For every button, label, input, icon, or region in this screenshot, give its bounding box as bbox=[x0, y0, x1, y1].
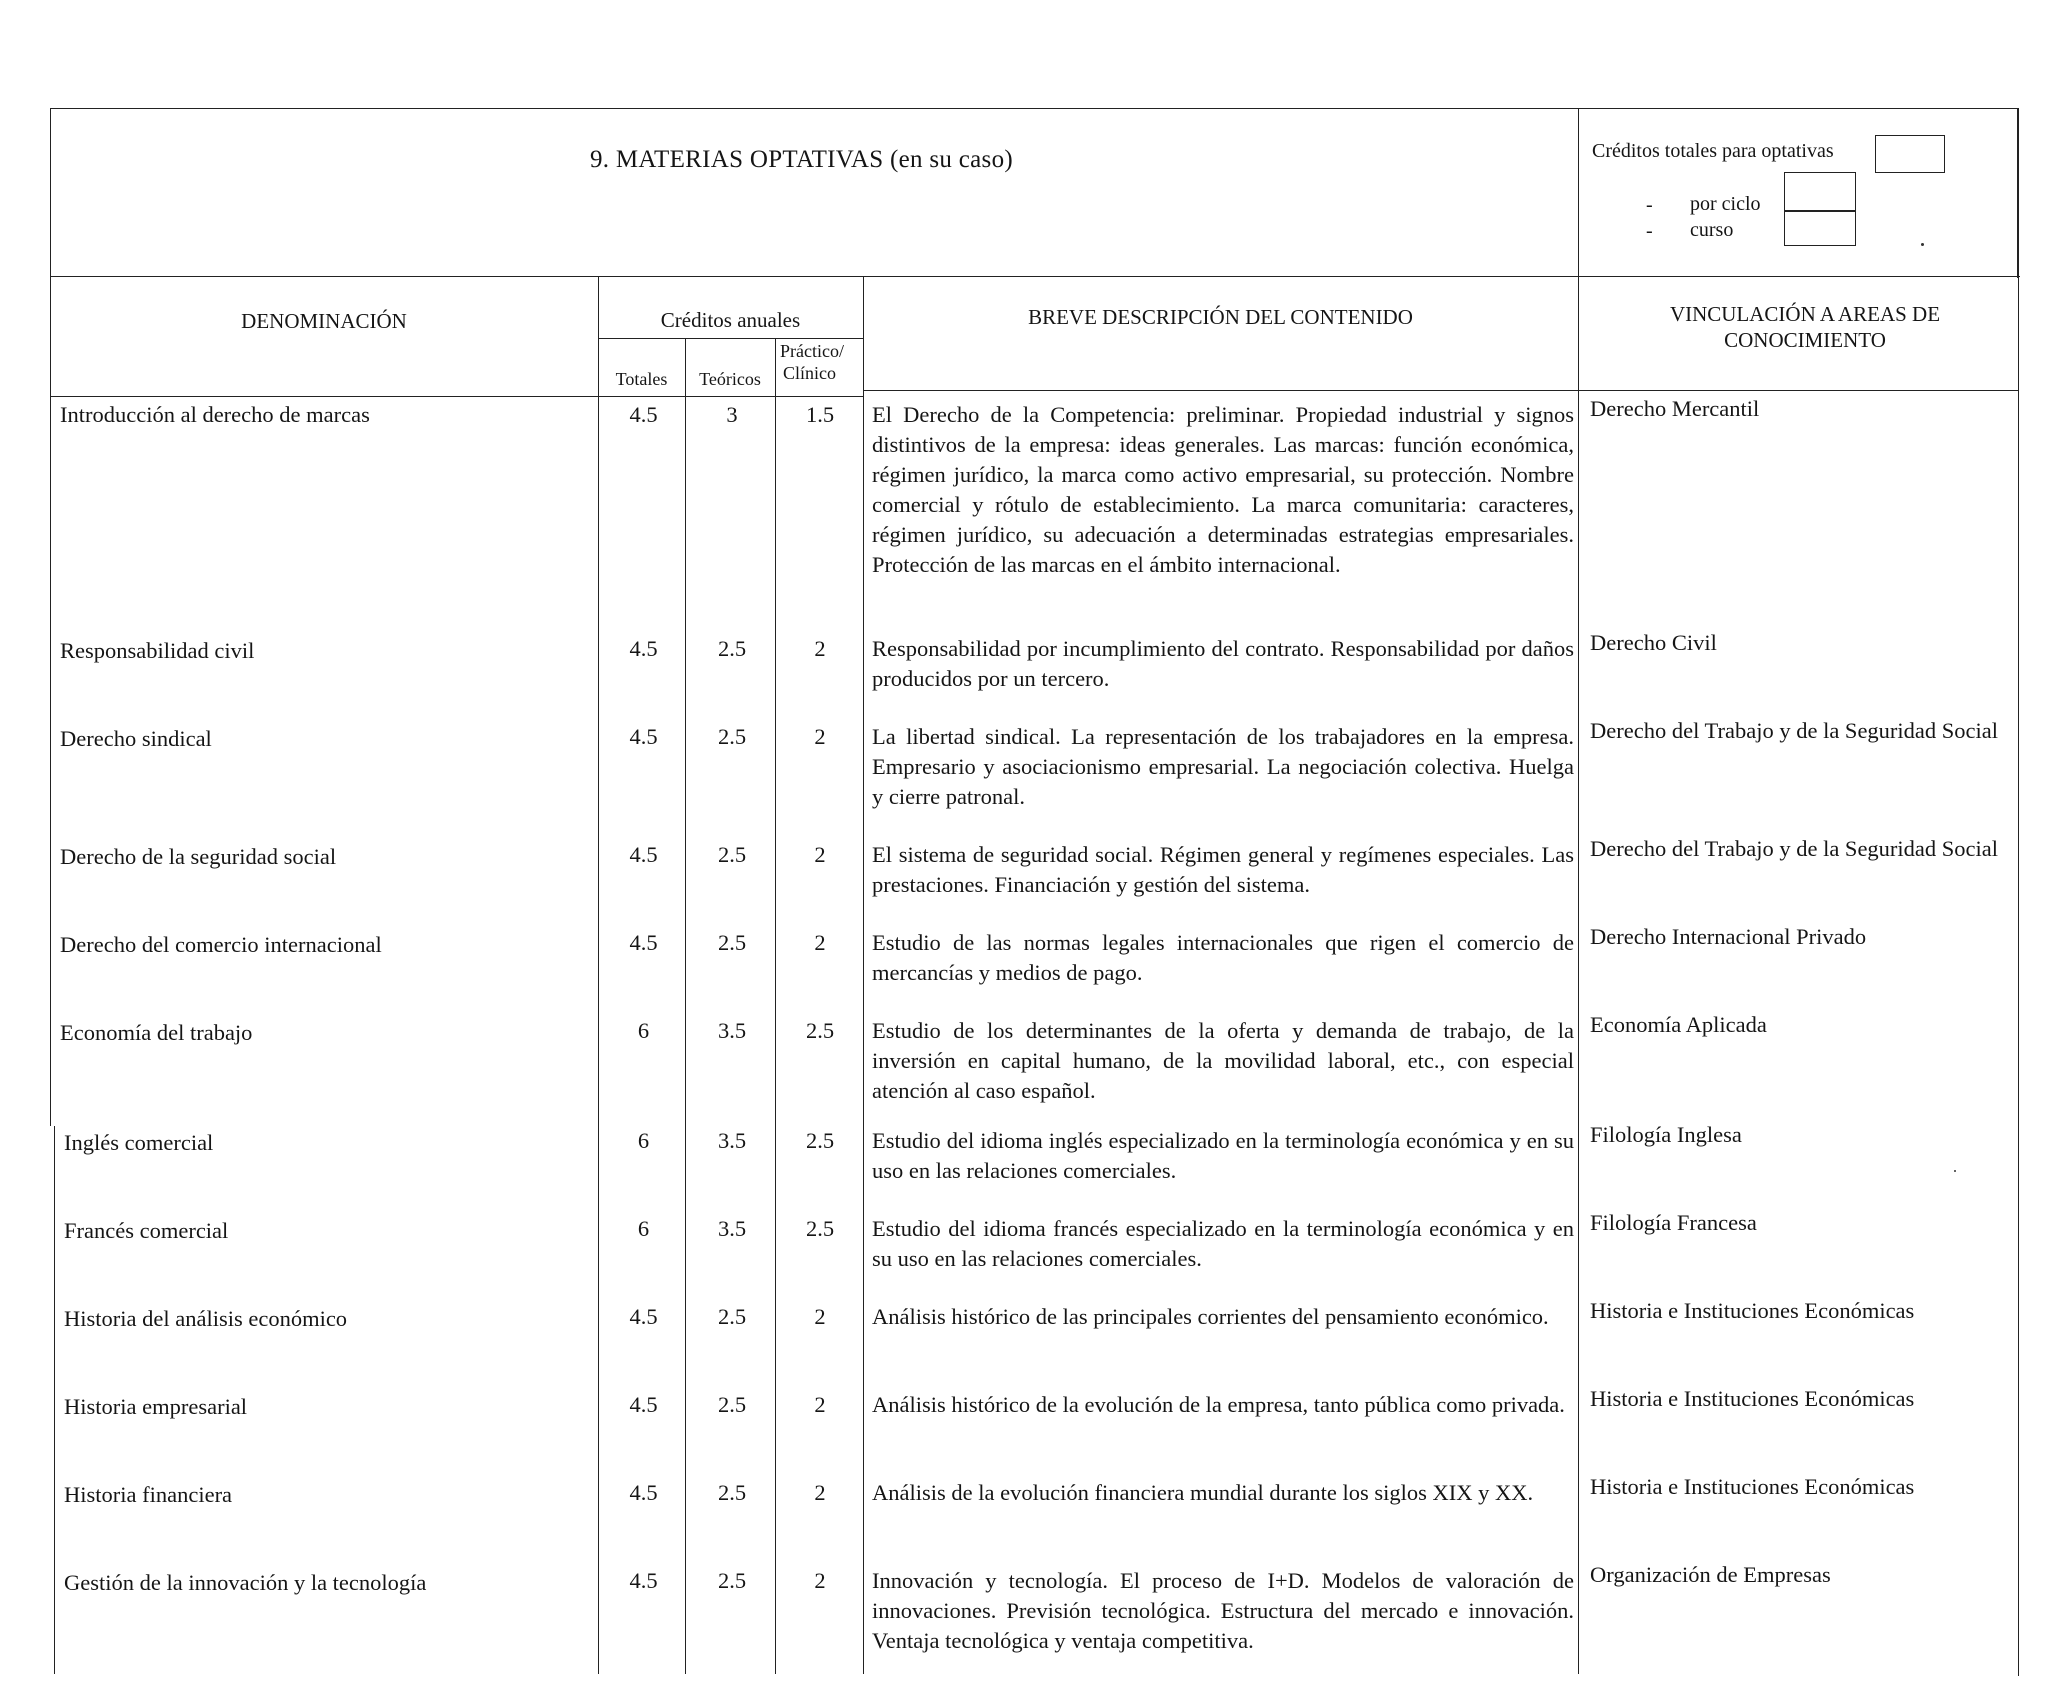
row-descripcion: Responsabilidad por incumplimiento del contrato. Responsabilidad por daños producidos por un tercero. bbox=[872, 636, 1574, 691]
row-denominacion: Gestión de la innovación y la tecnología bbox=[64, 1570, 427, 1595]
column-divider-teoricos bbox=[775, 338, 776, 1674]
dash-curso: - bbox=[1646, 220, 1653, 242]
heading-descripcion: BREVE DESCRIPCIÓN DEL CONTENIDO bbox=[1028, 305, 1413, 329]
row-descripcion: Estudio del idioma francés especializado en la terminología económica y en su uso en las relaciones comerciales. bbox=[872, 1216, 1574, 1271]
row-descripcion: Estudio de los determinantes de la oferta y demanda de trabajo, de la inversión en capital humano, de la movilidad laboral, etc., con especial atención al caso español. bbox=[872, 1018, 1574, 1103]
row-teoricos: 3.5 bbox=[717, 1216, 747, 1241]
heading-practico: Práctico/ bbox=[780, 341, 844, 361]
row-descripcion: Análisis histórico de las principales corrientes del pensamiento económico. bbox=[872, 1304, 1549, 1329]
row-practicos: 2 bbox=[814, 842, 826, 867]
row-teoricos: 2.5 bbox=[717, 1392, 747, 1417]
row-teoricos: 2.5 bbox=[717, 636, 747, 661]
row-teoricos: 3.5 bbox=[717, 1128, 747, 1153]
row-denominacion: Derecho sindical bbox=[60, 726, 212, 751]
row-denominacion: Historia financiera bbox=[64, 1482, 233, 1507]
row-teoricos: 2.5 bbox=[717, 930, 747, 955]
row-denominacion: Introducción al derecho de marcas bbox=[60, 402, 370, 427]
header-bottom-line-left bbox=[50, 396, 863, 397]
row-practicos: 2 bbox=[814, 724, 826, 749]
table-top-border bbox=[50, 276, 2020, 277]
row-denominacion: Economía del trabajo bbox=[60, 1020, 253, 1045]
table-left-border-lower bbox=[54, 1126, 55, 1674]
row-teoricos: 2.5 bbox=[717, 842, 747, 867]
row-totales: 6 bbox=[637, 1128, 650, 1153]
row-denominacion: Inglés comercial bbox=[64, 1130, 214, 1155]
por-ciclo-box bbox=[1784, 172, 1856, 212]
heading-creditos-anuales: Créditos anuales bbox=[660, 308, 801, 332]
scan-speck bbox=[1921, 243, 1924, 246]
section-title: 9. MATERIAS OPTATIVAS (en su caso) bbox=[590, 146, 1014, 173]
row-totales: 4.5 bbox=[629, 724, 658, 749]
column-divider-totales bbox=[685, 338, 686, 1674]
column-divider-denominacion bbox=[598, 276, 599, 1674]
row-teoricos: 2.5 bbox=[717, 724, 747, 749]
row-practicos: 2 bbox=[814, 1392, 826, 1417]
creditos-subheader-line bbox=[598, 338, 863, 339]
row-vinculacion: Filología Inglesa bbox=[1590, 1122, 1742, 1147]
creditos-totales-label: Créditos totales para optativas bbox=[1592, 140, 1834, 162]
row-teoricos: 2.5 bbox=[717, 1480, 747, 1505]
row-vinculacion: Derecho del Trabajo y de la Seguridad Social bbox=[1590, 718, 1999, 743]
row-practicos: 2 bbox=[814, 1568, 826, 1593]
row-practicos: 2 bbox=[814, 1304, 826, 1329]
row-totales: 4.5 bbox=[629, 930, 658, 955]
row-descripcion: El sistema de seguridad social. Régimen general y regímenes especiales. Las prestaciones. Financiación y gestión del sistema. bbox=[872, 842, 1574, 897]
row-descripcion: Análisis histórico de la evolución de la empresa, tanto pública como privada. bbox=[872, 1392, 1565, 1417]
por-ciclo-label: por ciclo bbox=[1690, 193, 1761, 215]
heading-vinculacion: VINCULACIÓN A AREAS DE CONOCIMIENTO bbox=[1669, 302, 1941, 352]
row-practicos: 2.5 bbox=[805, 1018, 835, 1043]
row-vinculacion: Organización de Empresas bbox=[1590, 1562, 1831, 1587]
column-divider-descripcion bbox=[1578, 276, 1579, 1674]
row-totales: 4.5 bbox=[629, 1304, 658, 1329]
row-totales: 4.5 bbox=[629, 1392, 658, 1417]
row-denominacion: Derecho de la seguridad social bbox=[60, 844, 337, 869]
row-vinculacion: Historia e Instituciones Económicas bbox=[1590, 1386, 1915, 1411]
header-divider bbox=[1578, 108, 1579, 278]
heading-clinico: Clínico bbox=[783, 363, 836, 383]
curso-label: curso bbox=[1690, 219, 1734, 241]
heading-denominacion: DENOMINACIÓN bbox=[241, 309, 407, 333]
row-practicos: 2 bbox=[814, 930, 826, 955]
row-totales: 4.5 bbox=[629, 636, 658, 661]
dash-por-ciclo: - bbox=[1646, 194, 1653, 216]
row-descripcion: El Derecho de la Competencia: preliminar. Propiedad industrial y signos distintivos de la empresa: ideas generales. Las marcas: función económica, régimen jurídico, la marca como activo empresarial, su protección. Nombre comercial y rótulo de establecimiento. La marca comunitaria: caracteres, régimen jurídico, su adecuación a determinadas estrategias empresariales. Protección de las marcas en el ámbito internacional. bbox=[872, 402, 1574, 577]
row-teoricos: 3 bbox=[726, 402, 738, 427]
row-practicos: 2.5 bbox=[805, 1216, 835, 1241]
column-divider-creditos bbox=[863, 276, 864, 1674]
row-vinculacion: Historia e Instituciones Económicas bbox=[1590, 1474, 1915, 1499]
row-practicos: 2 bbox=[814, 1480, 826, 1505]
row-practicos: 2 bbox=[814, 636, 826, 661]
heading-teoricos: Teóricos bbox=[699, 369, 761, 389]
row-vinculacion: Derecho del Trabajo y de la Seguridad Social bbox=[1590, 836, 1999, 861]
scan-speck bbox=[1954, 1170, 1956, 1172]
row-vinculacion: Derecho Civil bbox=[1590, 630, 1717, 655]
row-totales: 6 bbox=[637, 1216, 650, 1241]
row-descripcion: Análisis de la evolución financiera mundial durante los siglos XIX y XX. bbox=[872, 1480, 1534, 1505]
row-vinculacion: Historia e Instituciones Económicas bbox=[1590, 1298, 1915, 1323]
row-vinculacion: Filología Francesa bbox=[1590, 1210, 1757, 1235]
row-totales: 6 bbox=[637, 1018, 650, 1043]
curso-box bbox=[1784, 210, 1856, 246]
heading-totales: Totales bbox=[615, 369, 668, 389]
row-totales: 4.5 bbox=[629, 1480, 658, 1505]
row-teoricos: 2.5 bbox=[717, 1568, 747, 1593]
row-practicos: 2.5 bbox=[805, 1128, 835, 1153]
row-denominacion: Francés comercial bbox=[64, 1218, 229, 1243]
row-vinculacion: Derecho Internacional Privado bbox=[1590, 924, 1867, 949]
creditos-totales-box bbox=[1875, 135, 1945, 173]
row-vinculacion: Derecho Mercantil bbox=[1590, 396, 1760, 421]
row-descripcion: Estudio de las normas legales internacionales que rigen el comercio de mercancías y medios de pago. bbox=[872, 930, 1574, 985]
row-denominacion: Historia del análisis económico bbox=[64, 1306, 348, 1331]
row-teoricos: 3.5 bbox=[717, 1018, 747, 1043]
row-descripcion: Estudio del idioma inglés especializado en la terminología económica y en su uso en las relaciones comerciales. bbox=[872, 1128, 1574, 1183]
row-descripcion: La libertad sindical. La representación de los trabajadores en la empresa. Empresario y asociacionismo empresarial. La negociación colectiva. Huelga y cierre patronal. bbox=[872, 724, 1574, 809]
table-left-border bbox=[50, 108, 51, 1126]
row-totales: 4.5 bbox=[629, 842, 658, 867]
row-denominacion: Responsabilidad civil bbox=[60, 638, 255, 663]
row-denominacion: Derecho del comercio internacional bbox=[60, 932, 382, 957]
row-totales: 4.5 bbox=[629, 1568, 658, 1593]
header-bottom-line-right bbox=[863, 390, 2018, 391]
row-denominacion: Historia empresarial bbox=[64, 1394, 248, 1419]
row-totales: 4.5 bbox=[629, 402, 658, 427]
row-descripcion: Innovación y tecnología. El proceso de I+D. Modelos de valoración de innovaciones. Previsión tecnológica. Estructura del mercado e innovación. Ventaja tecnológica y ventaja competitiva. bbox=[872, 1568, 1574, 1653]
row-practicos: 1.5 bbox=[805, 402, 835, 427]
table-right-border bbox=[2018, 108, 2019, 1676]
row-vinculacion: Economía Aplicada bbox=[1590, 1012, 1767, 1037]
row-teoricos: 2.5 bbox=[717, 1304, 747, 1329]
